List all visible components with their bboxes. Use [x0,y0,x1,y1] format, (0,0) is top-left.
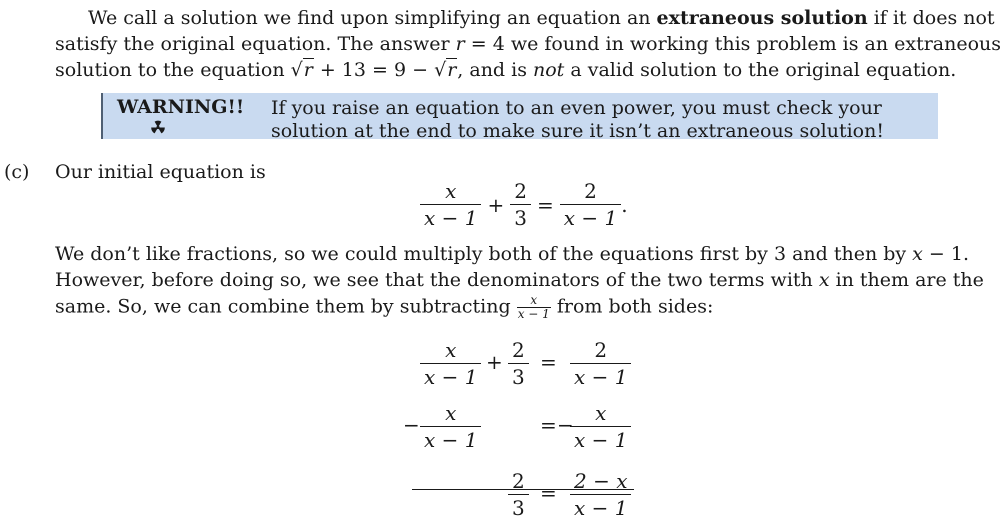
denominator: x − 1 [420,363,481,390]
text-run: + 13 = 9 − [313,59,435,81]
numerator: x [445,338,457,362]
denominator: x − 1 [570,426,631,453]
numerator: 2 [594,338,608,362]
denominator: x − 1 [570,363,631,390]
numerator: 2 − x [574,469,628,493]
warning-label: WARNING!! [117,96,245,118]
fraction [420,400,481,453]
fraction [570,468,631,521]
row-2-equals: = [540,413,557,437]
numerator: 2 [514,179,527,203]
denominator: x − 1 [517,307,550,321]
var-x: x [912,243,923,265]
inline-fraction-x-over-x-minus-1 [517,294,551,321]
emphasis-not: not [533,59,565,81]
text-run: a valid solution to the original equation. [564,59,957,81]
paragraph-1-line-2 [55,32,1001,56]
row-3-rhs [570,468,631,521]
text-run: if it does not [867,7,995,29]
paragraph-2-line-3 [55,294,713,321]
paragraph-2-line-2 [55,268,984,292]
paragraph-2-line-1 [55,242,969,266]
text-run: We call a solution we find upon simplifying an equation an [88,7,657,29]
sqrt-r-1: √r [290,59,313,81]
denominator: 3 [508,363,529,390]
fraction [508,468,529,521]
text-run: from both sides: [550,295,714,318]
text-run: solution to the equation [55,59,291,81]
row-1-plus: + [486,350,503,374]
fraction-x-over-x-minus-1 [420,178,481,231]
row-1-equals: = [540,350,557,374]
row-2-rhs [570,400,631,453]
row-2-minus: − [403,413,420,437]
row-2-rhs-minus: − [557,413,574,437]
denominator: x − 1 [560,204,621,231]
period: . [621,192,628,217]
row-2-term-1 [420,400,481,453]
fraction [508,337,529,390]
denominator: x − 1 [420,426,481,453]
radiation-icon [150,119,166,135]
row-1-term-2 [508,337,529,390]
row-3-equals: = [540,481,557,505]
row-1-rhs [570,337,631,390]
numerator: 2 [584,179,597,203]
denominator: 3 [510,204,531,231]
paragraph-1-line-1 [88,6,995,30]
text-run: satisfy the original equation. The answer [55,33,456,55]
numerator: 2 [512,469,525,493]
text-run: , and is [457,59,533,81]
sqrt-r-2: √r [434,59,457,81]
numerator: 2 [512,338,525,362]
fraction-2-over-3 [510,178,531,231]
term-extraneous-solution: extraneous solution [656,7,868,29]
numerator: x [530,293,538,307]
text-run: − 1. [922,243,970,265]
fraction [570,400,631,453]
text-run: same. So, we can combine them by subtracting [55,295,517,318]
numerator: x [445,401,457,425]
var-r: r [455,33,465,55]
numerator: x [595,401,607,425]
var-x: x [818,269,830,291]
denominator: x − 1 [420,204,481,231]
row-1-term-1 [420,337,481,390]
equation-initial [420,178,628,231]
row-3-lhs [508,468,529,521]
fraction [570,337,631,390]
denominator: 3 [508,494,529,521]
denominator: x − 1 [570,494,631,521]
warning-line-2: solution at the end to make sure it isn’t an extraneous solution! [271,120,884,142]
paragraph-1-line-3 [55,58,956,82]
text-run: However, before doing so, we see that the denominators of the two terms with [55,269,819,291]
equals-sign: = [536,192,554,217]
fraction-2-over-x-minus-1 [560,178,621,231]
warning-line-1: If you raise an equation to an even power, you must check your [271,97,882,119]
text-run: in them are the [829,269,984,291]
text-run: We don’t like fractions, so we could multiply both of the equations first by 3 and then by [55,243,913,265]
numerator: x [445,179,457,203]
var-r: r [303,59,313,81]
part-c-label: (c) [4,161,30,183]
plus-sign: + [487,192,505,217]
text-run: = 4 we found in working this problem is an extraneous [464,33,1002,55]
part-c-intro: Our initial equation is [55,161,266,183]
fraction [420,337,481,390]
var-r: r [447,59,457,81]
